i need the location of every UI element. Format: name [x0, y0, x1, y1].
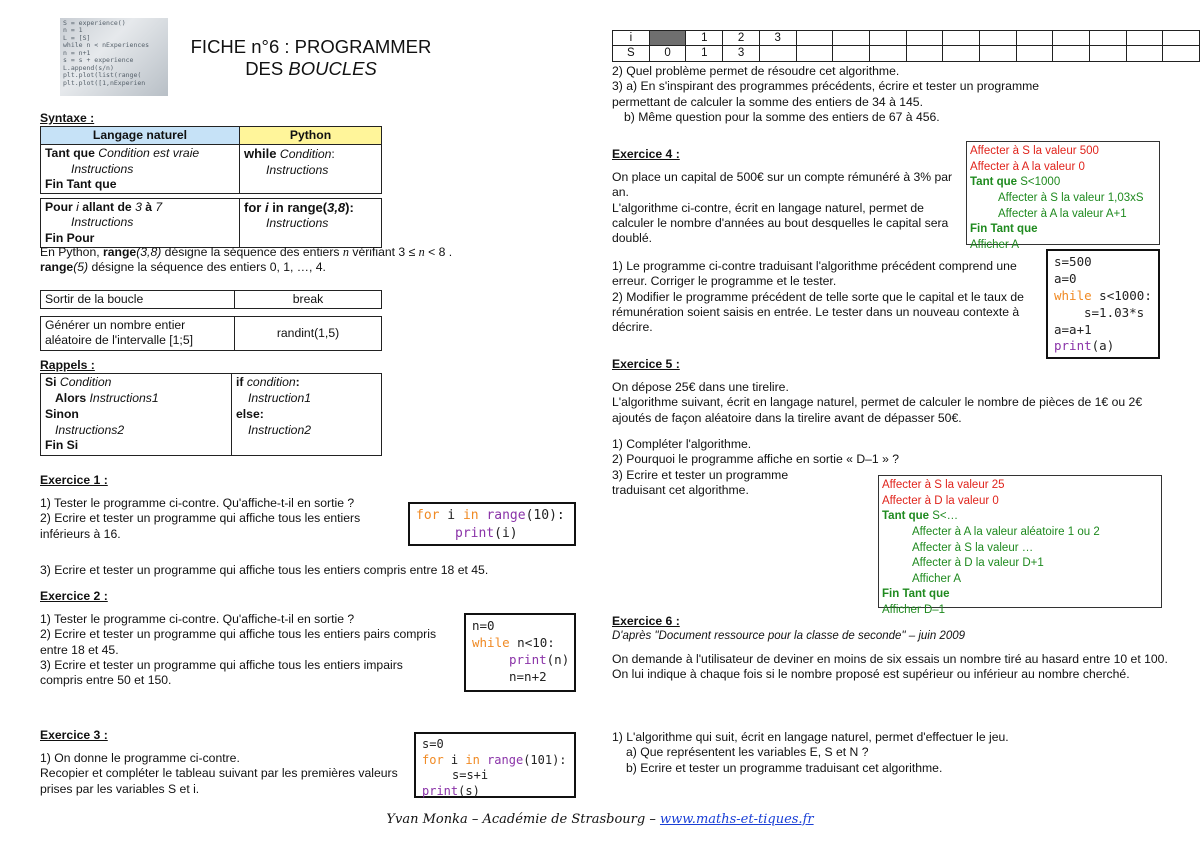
- thumb-line: plt.plot(list(range(: [63, 71, 142, 80]
- ex5-heading: Exercice 5 :: [612, 357, 680, 371]
- table-cell: 1: [686, 31, 723, 46]
- ex6-p2: On lui indique à chaque fois si le nombre proposé est supérieur ou inférieur au nombre cherché.: [612, 667, 1130, 682]
- fn: print: [1054, 338, 1092, 354]
- ex4-q2: 2) Modifier le programme précédent de telle sorte que le capital et le taux de rémunération soient saisis en entrée. Le tester dans un nouveau contexte à décrire.: [612, 289, 1024, 334]
- algo-line: Afficher D–1: [882, 604, 946, 616]
- footer-link[interactable]: www.maths-et-tiques.fr: [659, 812, 814, 827]
- args: 3,8: [327, 200, 346, 215]
- arg: (10):: [525, 508, 565, 523]
- kw: in: [462, 508, 479, 523]
- ex6-q1b: b) Ecrire et tester un programme traduisant cet algorithme.: [626, 760, 943, 775]
- code-line: [472, 652, 568, 669]
- rappels-table: [40, 373, 382, 456]
- ex3-text: [40, 751, 410, 797]
- ex5-p1: On dépose 25€ dans une tirelire.: [612, 380, 789, 394]
- ex3-q1b: Recopier et compléter le tableau suivant par les premières valeurs prises par les variables S et i.: [40, 766, 398, 796]
- cond: S<…: [929, 510, 959, 523]
- thumb-line: n = n+1: [63, 48, 91, 57]
- variable: i: [264, 200, 269, 215]
- ex6-questions: [612, 730, 1168, 776]
- cond: n<10:: [509, 634, 555, 650]
- keyword: Pour: [45, 200, 73, 214]
- footer: [0, 812, 1200, 828]
- algo-line: Afficher A: [912, 572, 962, 585]
- table-cell: [1053, 46, 1090, 61]
- colon: :: [331, 147, 335, 162]
- extra-table-randint: [40, 316, 382, 351]
- ex6-source: D'après "Document ressource pour la classe de seconde" – juin 2009: [612, 630, 966, 642]
- table-row-i: [613, 31, 1200, 46]
- ex2-q2: 2) Ecrire et tester un programme qui affiche tous les entiers pairs compris entre 18 et 45.: [40, 627, 437, 657]
- col-natural-header: Langage naturel: [41, 127, 240, 145]
- table-cell: [833, 31, 870, 46]
- syntax-table: [40, 126, 382, 248]
- math-n: n: [418, 245, 425, 259]
- arg: (n): [546, 651, 570, 667]
- code-line: [1054, 338, 1152, 355]
- algo-line: Affecter à A la valeur aléatoire 1 ou 2: [912, 525, 1100, 538]
- table-cell: [979, 46, 1016, 61]
- keyword-end: Fin Tant que: [45, 176, 117, 191]
- code-line: a=a+1: [1054, 321, 1092, 337]
- ex3-q3a: 3) a) En s'inspirant des programmes précédents, écrire et tester un programme permettant de calculer la somme des entiers de 34 à 145.: [612, 79, 1040, 109]
- arg: (s): [458, 783, 480, 798]
- randint-label: Générer un nombre entier aléatoire de l'intervalle [1;5]: [41, 317, 235, 351]
- table-cell: [759, 46, 796, 61]
- table-cell: [796, 31, 833, 46]
- space: [480, 753, 487, 767]
- ex2-q3a: 3) Ecrire et tester un programme qui affiche tous les entiers impairs: [40, 657, 403, 672]
- table-cell: 0: [649, 46, 686, 61]
- while-python-cell: [240, 145, 382, 194]
- instructions: Instruction1: [248, 390, 312, 405]
- code-line: [1054, 288, 1152, 305]
- title-prefix: DES: [245, 58, 289, 80]
- break-code: break: [235, 291, 382, 309]
- instructions: Instructions1: [86, 390, 159, 405]
- algo-line: Fin Tant que: [970, 223, 1038, 236]
- condition: Condition est vraie: [94, 146, 200, 161]
- ex5-text: [612, 380, 1172, 426]
- cond: s<1000:: [1091, 287, 1152, 303]
- code-line: s=500: [1054, 254, 1092, 269]
- ex1-code-block: [408, 502, 576, 546]
- algo-line: Affecter à D la valeur D+1: [912, 557, 1044, 570]
- fn: print: [422, 783, 459, 798]
- keyword: Tant que: [45, 146, 95, 161]
- ex1-q2: 2) Ecrire et tester un programme qui affiche tous les entiers inférieurs à 16.: [40, 511, 361, 541]
- ex2-text: [40, 612, 454, 688]
- instructions: Instructions: [71, 215, 134, 230]
- table-row-s: [613, 46, 1200, 61]
- ex2-code-block: [464, 613, 576, 692]
- thumb-line: L.append(s/n): [63, 63, 114, 72]
- code-line: s=1.03*s: [1084, 304, 1145, 320]
- text: < 8 .: [424, 245, 453, 259]
- kw: while: [472, 634, 510, 650]
- text: désigne la séquence des entiers: [161, 245, 343, 259]
- instructions: Instructions: [266, 216, 329, 231]
- for-natural-cell: [41, 199, 240, 248]
- kw: for: [422, 752, 444, 767]
- condition: Condition: [56, 375, 112, 389]
- instructions: Instructions2: [55, 422, 125, 437]
- code-line: [416, 525, 568, 543]
- table-cell: [833, 46, 870, 61]
- args: (5): [73, 260, 89, 275]
- ex2-q1: 1) Tester le programme ci-contre. Qu'affiche-t-il en sortie ?: [40, 612, 355, 626]
- table-cell: [906, 31, 943, 46]
- ex4-code-block: [1046, 249, 1160, 359]
- arg: (a): [1091, 338, 1115, 354]
- math-n: n: [342, 245, 349, 259]
- thumb-line: S = experience(): [63, 19, 126, 27]
- condition: condition: [243, 375, 296, 389]
- extra-table-break: [40, 290, 382, 309]
- thumb-line: while n < nExperiences: [63, 41, 150, 50]
- ex2-q3b: compris entre 50 et 150.: [40, 673, 172, 687]
- table-cell: [1126, 46, 1163, 61]
- ex1-q1: 1) Tester le programme ci-contre. Qu'affiche-t-il en sortie ?: [40, 496, 355, 510]
- ex3-values-table: [612, 30, 1200, 62]
- keyword: else:: [236, 406, 264, 421]
- ex4-heading: Exercice 4 :: [612, 147, 680, 161]
- table-cell: [869, 31, 906, 46]
- table-cell: [1163, 31, 1200, 46]
- keyword: allant de: [78, 200, 136, 214]
- table-cell: [1089, 31, 1126, 46]
- value: 3: [135, 200, 142, 214]
- condition: Condition: [276, 147, 332, 162]
- kw: Tant que: [970, 176, 1018, 189]
- rappels-python-cell: [232, 374, 382, 456]
- ex1-text: [40, 496, 400, 542]
- ex1-heading: Exercice 1 :: [40, 473, 108, 487]
- table-cell: [906, 46, 943, 61]
- keyword-end: Fin Pour: [45, 230, 95, 245]
- args: (3,8): [136, 245, 162, 259]
- range-note-line-2: [40, 260, 580, 275]
- var: i: [443, 752, 466, 767]
- text: désigne la séquence des entiers 0, 1, …, 4.: [88, 260, 326, 275]
- code-line: s=s+i: [452, 768, 489, 783]
- thumb-line: s = s + experience: [63, 56, 134, 65]
- table-cell: [1016, 31, 1053, 46]
- table-row-label: S: [613, 46, 650, 61]
- instructions: Instructions: [71, 161, 134, 176]
- ex5-p2: L'algorithme suivant, écrit en langage naturel, permet de calculer le nombre de pièces de 1€ ou 2€ ajoutés de façon aléatoire dans la tirelire avant de dépasser 50€.: [612, 395, 1143, 425]
- range-note: [40, 245, 580, 276]
- kw: Tant que: [882, 510, 930, 523]
- ex1-q3: 3) Ecrire et tester un programme qui affiche tous les entiers compris entre 18 et 45.: [40, 563, 489, 577]
- ex6-text: [612, 652, 1168, 683]
- fn: range: [486, 508, 526, 523]
- randint-code: randint(1,5): [235, 317, 382, 351]
- keyword: Sinon: [45, 406, 79, 421]
- ex4-p2: L'algorithme ci-contre, écrit en langage naturel, permet de calculer le nombre d'années au bout desquelles le capital sera doublé.: [612, 200, 949, 245]
- keyword: while: [244, 146, 277, 162]
- table-cell: [1163, 46, 1200, 61]
- table-cell: [943, 31, 980, 46]
- instructions: Instructions: [266, 162, 329, 177]
- algo-line: Affecter à S la valeur 1,03xS: [998, 191, 1144, 204]
- text: vérifiant 3 ≤: [348, 245, 419, 259]
- code-line: a=0: [1054, 270, 1077, 286]
- col-python-header: Python: [240, 127, 382, 145]
- keyword: range: [40, 260, 74, 275]
- fn: print: [455, 525, 495, 541]
- ex5-q1: 1) Compléter l'algorithme.: [612, 437, 752, 451]
- rappels-heading: Rappels :: [40, 358, 95, 372]
- keyword: if: [236, 375, 244, 389]
- code-line: n=0: [472, 618, 495, 633]
- rappels-natural-cell: [41, 374, 232, 456]
- table-cell: 3: [759, 31, 796, 46]
- kw: while: [1054, 287, 1092, 303]
- algo-line: Affecter à S la valeur 500: [970, 145, 1099, 157]
- thumb-line: L = [S]: [63, 33, 91, 42]
- fn: print: [509, 651, 547, 667]
- ex5-q3: 3) Ecrire et tester un programme traduisant cet algorithme.: [612, 467, 789, 497]
- title-line-2: [168, 58, 454, 80]
- footer-text: Yvan Monka – Académie de Strasbourg –: [386, 812, 660, 827]
- keyword: à: [141, 200, 156, 214]
- algo-line: Affecter à S la valeur …: [912, 541, 1034, 554]
- table-cell: 2: [723, 31, 760, 46]
- variable: i: [72, 200, 79, 214]
- arg: (101):: [523, 752, 567, 767]
- colon: :: [295, 375, 300, 389]
- ex5-algorithm: [878, 475, 1162, 616]
- var: i: [439, 508, 463, 523]
- algo-line: Affecter à S la valeur 25: [882, 479, 1005, 491]
- syntax-heading: Syntaxe :: [40, 111, 95, 125]
- code-line: s=0: [422, 737, 444, 751]
- table-cell: [1126, 31, 1163, 46]
- ex3-q3b: b) Même question pour la somme des entiers de 67 à 456.: [624, 109, 940, 124]
- ex3-q2: 2) Quel problème permet de résoudre cet algorithme.: [612, 64, 900, 78]
- code-line: [422, 753, 568, 769]
- algo-line: Affecter à A la valeur A+1: [998, 207, 1127, 220]
- ex4-algorithm: [966, 141, 1160, 251]
- table-cell: [943, 46, 980, 61]
- keyword: ):: [345, 200, 354, 215]
- ex6-q1a: a) Que représentent les variables E, S et N ?: [626, 745, 869, 760]
- title-line-1: FICHE n°6 : PROGRAMMER: [190, 36, 432, 57]
- ex4-text: [612, 170, 957, 246]
- kw: in: [465, 752, 480, 767]
- thumb-line: n = 1: [63, 26, 83, 35]
- keyword: in range(: [268, 200, 328, 215]
- algo-line: Fin Tant que: [882, 588, 950, 601]
- kw: for: [416, 508, 440, 523]
- ex5-q2: 2) Pourquoi le programme affiche en sortie « D–1 » ?: [612, 452, 900, 467]
- table-cell: 3: [723, 46, 760, 61]
- code-line: [422, 784, 568, 800]
- table-cell: 1: [686, 46, 723, 61]
- title-italic: BOUCLES: [288, 58, 377, 80]
- algo-line: [882, 509, 1158, 525]
- page-title: [168, 36, 454, 80]
- keyword: for: [244, 200, 265, 215]
- code-line: [472, 635, 568, 652]
- table-cell: [979, 31, 1016, 46]
- algo-line: Affecter à A la valeur 0: [970, 160, 1085, 173]
- arg: (i): [494, 525, 518, 541]
- ex6-p1: On demande à l'utilisateur de deviner en moins de six essais un nombre tiré au hasard entre 10 et 100.: [612, 652, 1168, 666]
- keyword: Si: [45, 375, 57, 389]
- table-row-label: i: [613, 31, 650, 46]
- header-thumbnail-image: [60, 18, 168, 96]
- for-python-cell: [240, 199, 382, 248]
- algo-line: Affecter à D la valeur 0: [882, 494, 999, 507]
- table-cell: [1089, 46, 1126, 61]
- table-cell: [796, 46, 833, 61]
- ex3-continued: [612, 64, 1162, 125]
- ex3-q1: 1) On donne le programme ci-contre.: [40, 751, 240, 765]
- ex3-code-block: [414, 732, 576, 798]
- while-natural-cell: [41, 145, 240, 194]
- ex2-heading: Exercice 2 :: [40, 589, 108, 603]
- algo-line: Afficher A: [970, 238, 1020, 251]
- code-line: [416, 507, 568, 525]
- algo-line: [970, 175, 1156, 191]
- thumb-line: plt.plot([1,nExperien: [63, 78, 146, 87]
- table-cell: [1016, 46, 1053, 61]
- ex4-p1: On place un capital de 500€ sur un compte rémunéré à 3% par an.: [612, 170, 953, 200]
- keyword-end: Fin Si: [45, 438, 79, 453]
- table-cell: [649, 31, 686, 46]
- break-label: Sortir de la boucle: [41, 291, 235, 309]
- ex4-q1: 1) Le programme ci-contre traduisant l'algorithme précédent comprend une erreur. Corriger le programme et le tester.: [612, 259, 1017, 289]
- instructions: Instruction2: [248, 422, 312, 437]
- range-note-line-1: [40, 245, 580, 260]
- ex6-heading: Exercice 6 :: [612, 614, 680, 628]
- cond: S<1000: [1017, 176, 1061, 189]
- ex4-questions: [612, 259, 1037, 335]
- ex3-heading: Exercice 3 :: [40, 728, 108, 742]
- keyword: range: [103, 245, 137, 259]
- table-cell: [1053, 31, 1090, 46]
- code-line: n=n+2: [509, 668, 547, 684]
- text: En Python,: [40, 245, 104, 259]
- fn: range: [487, 752, 524, 767]
- table-cell: [869, 46, 906, 61]
- ex6-q1: 1) L'algorithme qui suit, écrit en langage naturel, permet d'effectuer le jeu.: [612, 730, 1009, 744]
- keyword: Alors: [55, 390, 87, 405]
- value: 7: [155, 200, 163, 214]
